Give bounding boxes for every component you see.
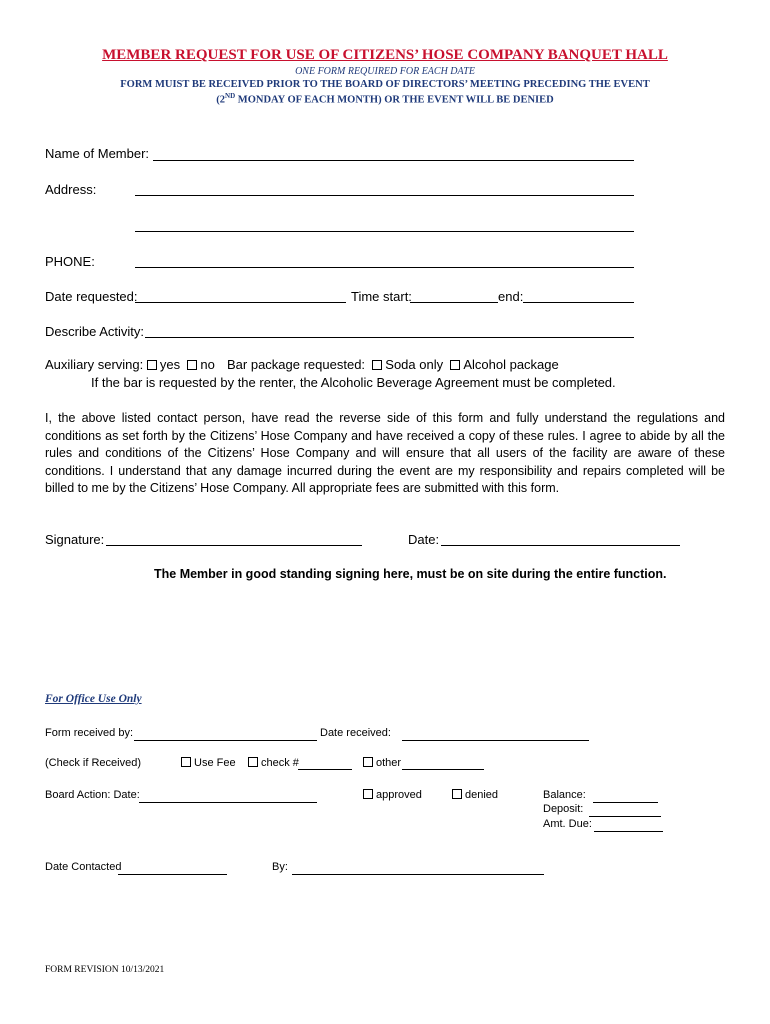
name-label: Name of Member: [45,146,150,161]
approved-label: approved [376,789,422,801]
address-label: Address: [45,182,97,197]
denied-checkbox[interactable] [452,789,462,799]
balance-field[interactable] [593,788,658,803]
soda-only-checkbox[interactable] [372,360,382,370]
end-time-field[interactable] [523,288,634,303]
amt-due-field[interactable] [594,817,663,832]
board-action-label: Board Action: Date: [45,789,140,801]
other-label: other [376,757,402,769]
deposit-label: Deposit: [543,803,584,815]
signature-date-label: Date: [408,532,440,547]
deposit-field[interactable] [589,802,661,817]
use-fee-label: Use Fee [194,757,236,769]
agreement-paragraph: I, the above listed contact person, have read the reverse side of this form and fully understand the regulations and conditions as set forth by the Citizens’ Hose Company and have received a copy of these rules. I agree to abide by all the rules and conditions of the Citizens’ Hose Company and will ensure that all users of the facility are aware of these conditions. I understand that any damage incurred during the event are my responsibility and repairs completed will be billed to me by the Citizens’ Hose Company. All appropriate fees are submitted with this form. [45,411,725,495]
date-received-label: Date received: [320,727,391,739]
date-contacted-label: Date Contacted [45,861,122,873]
balance-label: Balance: [543,789,586,801]
address-field-line1[interactable] [135,181,634,196]
office-use-heading: For Office Use Only [45,693,142,705]
time-start-label: Time start: [351,289,412,304]
signature-label: Signature: [45,532,105,547]
yes-checkbox[interactable] [147,360,157,370]
contacted-by-label: By: [272,861,288,873]
amt-due-label: Amt. Due: [543,818,592,830]
approved-option [363,789,422,801]
check-number-field[interactable] [298,755,352,770]
other-option [363,757,401,769]
form-subtitle: ONE FORM REQUIRED FOR EACH DATE [295,66,475,77]
end-label: end: [498,289,524,304]
describe-activity-label: Describe Activity: [45,324,144,339]
yes-label: yes [159,357,181,372]
other-checkbox[interactable] [363,757,373,767]
use-fee-checkbox[interactable] [181,757,191,767]
auxiliary-serving-row [45,357,215,372]
bar-note: If the bar is requested by the renter, the Alcoholic Beverage Agreement must be completed. [91,375,616,390]
signature-date-field[interactable] [441,531,680,546]
other-field[interactable] [402,755,484,770]
date-received-field[interactable] [402,726,589,741]
bar-package-label: Bar package requested: [227,357,366,372]
deadline-notice: FORM MUIST BE RECEIVED PRIOR TO THE BOARD OF DIRECTORS’ MEETING PRECEDING THE EVENT [120,79,650,90]
deadline-notice-line2: (2ND MONDAY OF EACH MONTH) OR THE EVENT WILL BE DENIED [216,92,554,106]
form-revision: FORM REVISION 10/13/2021 [45,965,165,975]
describe-activity-field[interactable] [145,323,634,338]
contacted-by-field[interactable] [292,860,544,875]
denied-label: denied [465,789,499,801]
check-number-checkbox[interactable] [248,757,258,767]
time-start-field[interactable] [410,288,498,303]
alcohol-package-label: Alcohol package [463,357,559,372]
form-title: MEMBER REQUEST FOR USE OF CITIZENS’ HOSE COMPANY BANQUET HALL [102,47,668,63]
use-fee-option [181,757,236,769]
alcohol-package-checkbox[interactable] [450,360,460,370]
date-requested-label: Date requested: [45,289,138,304]
form-received-field[interactable] [134,726,317,741]
board-action-date-field[interactable] [139,788,317,803]
approved-checkbox[interactable] [363,789,373,799]
date-contacted-field[interactable] [118,860,227,875]
no-checkbox[interactable] [187,360,197,370]
check-number-option [248,757,299,769]
no-label: no [200,357,215,372]
bar-package-row [227,357,559,372]
check-number-label: check # [261,757,299,769]
check-if-received-label: (Check if Received) [45,757,141,769]
on-site-note: The Member in good standing signing here, must be on site during the entire function. [154,567,667,581]
phone-label: PHONE: [45,254,95,269]
date-requested-field[interactable] [135,288,346,303]
address-field-line2[interactable] [135,217,634,232]
soda-only-label: Soda only [385,357,444,372]
form-received-label: Form received by: [45,727,134,739]
name-field[interactable] [153,146,634,161]
signature-field[interactable] [106,531,362,546]
phone-field[interactable] [135,253,634,268]
auxiliary-serving-label: Auxiliary serving: [45,357,144,372]
denied-option [452,789,498,801]
